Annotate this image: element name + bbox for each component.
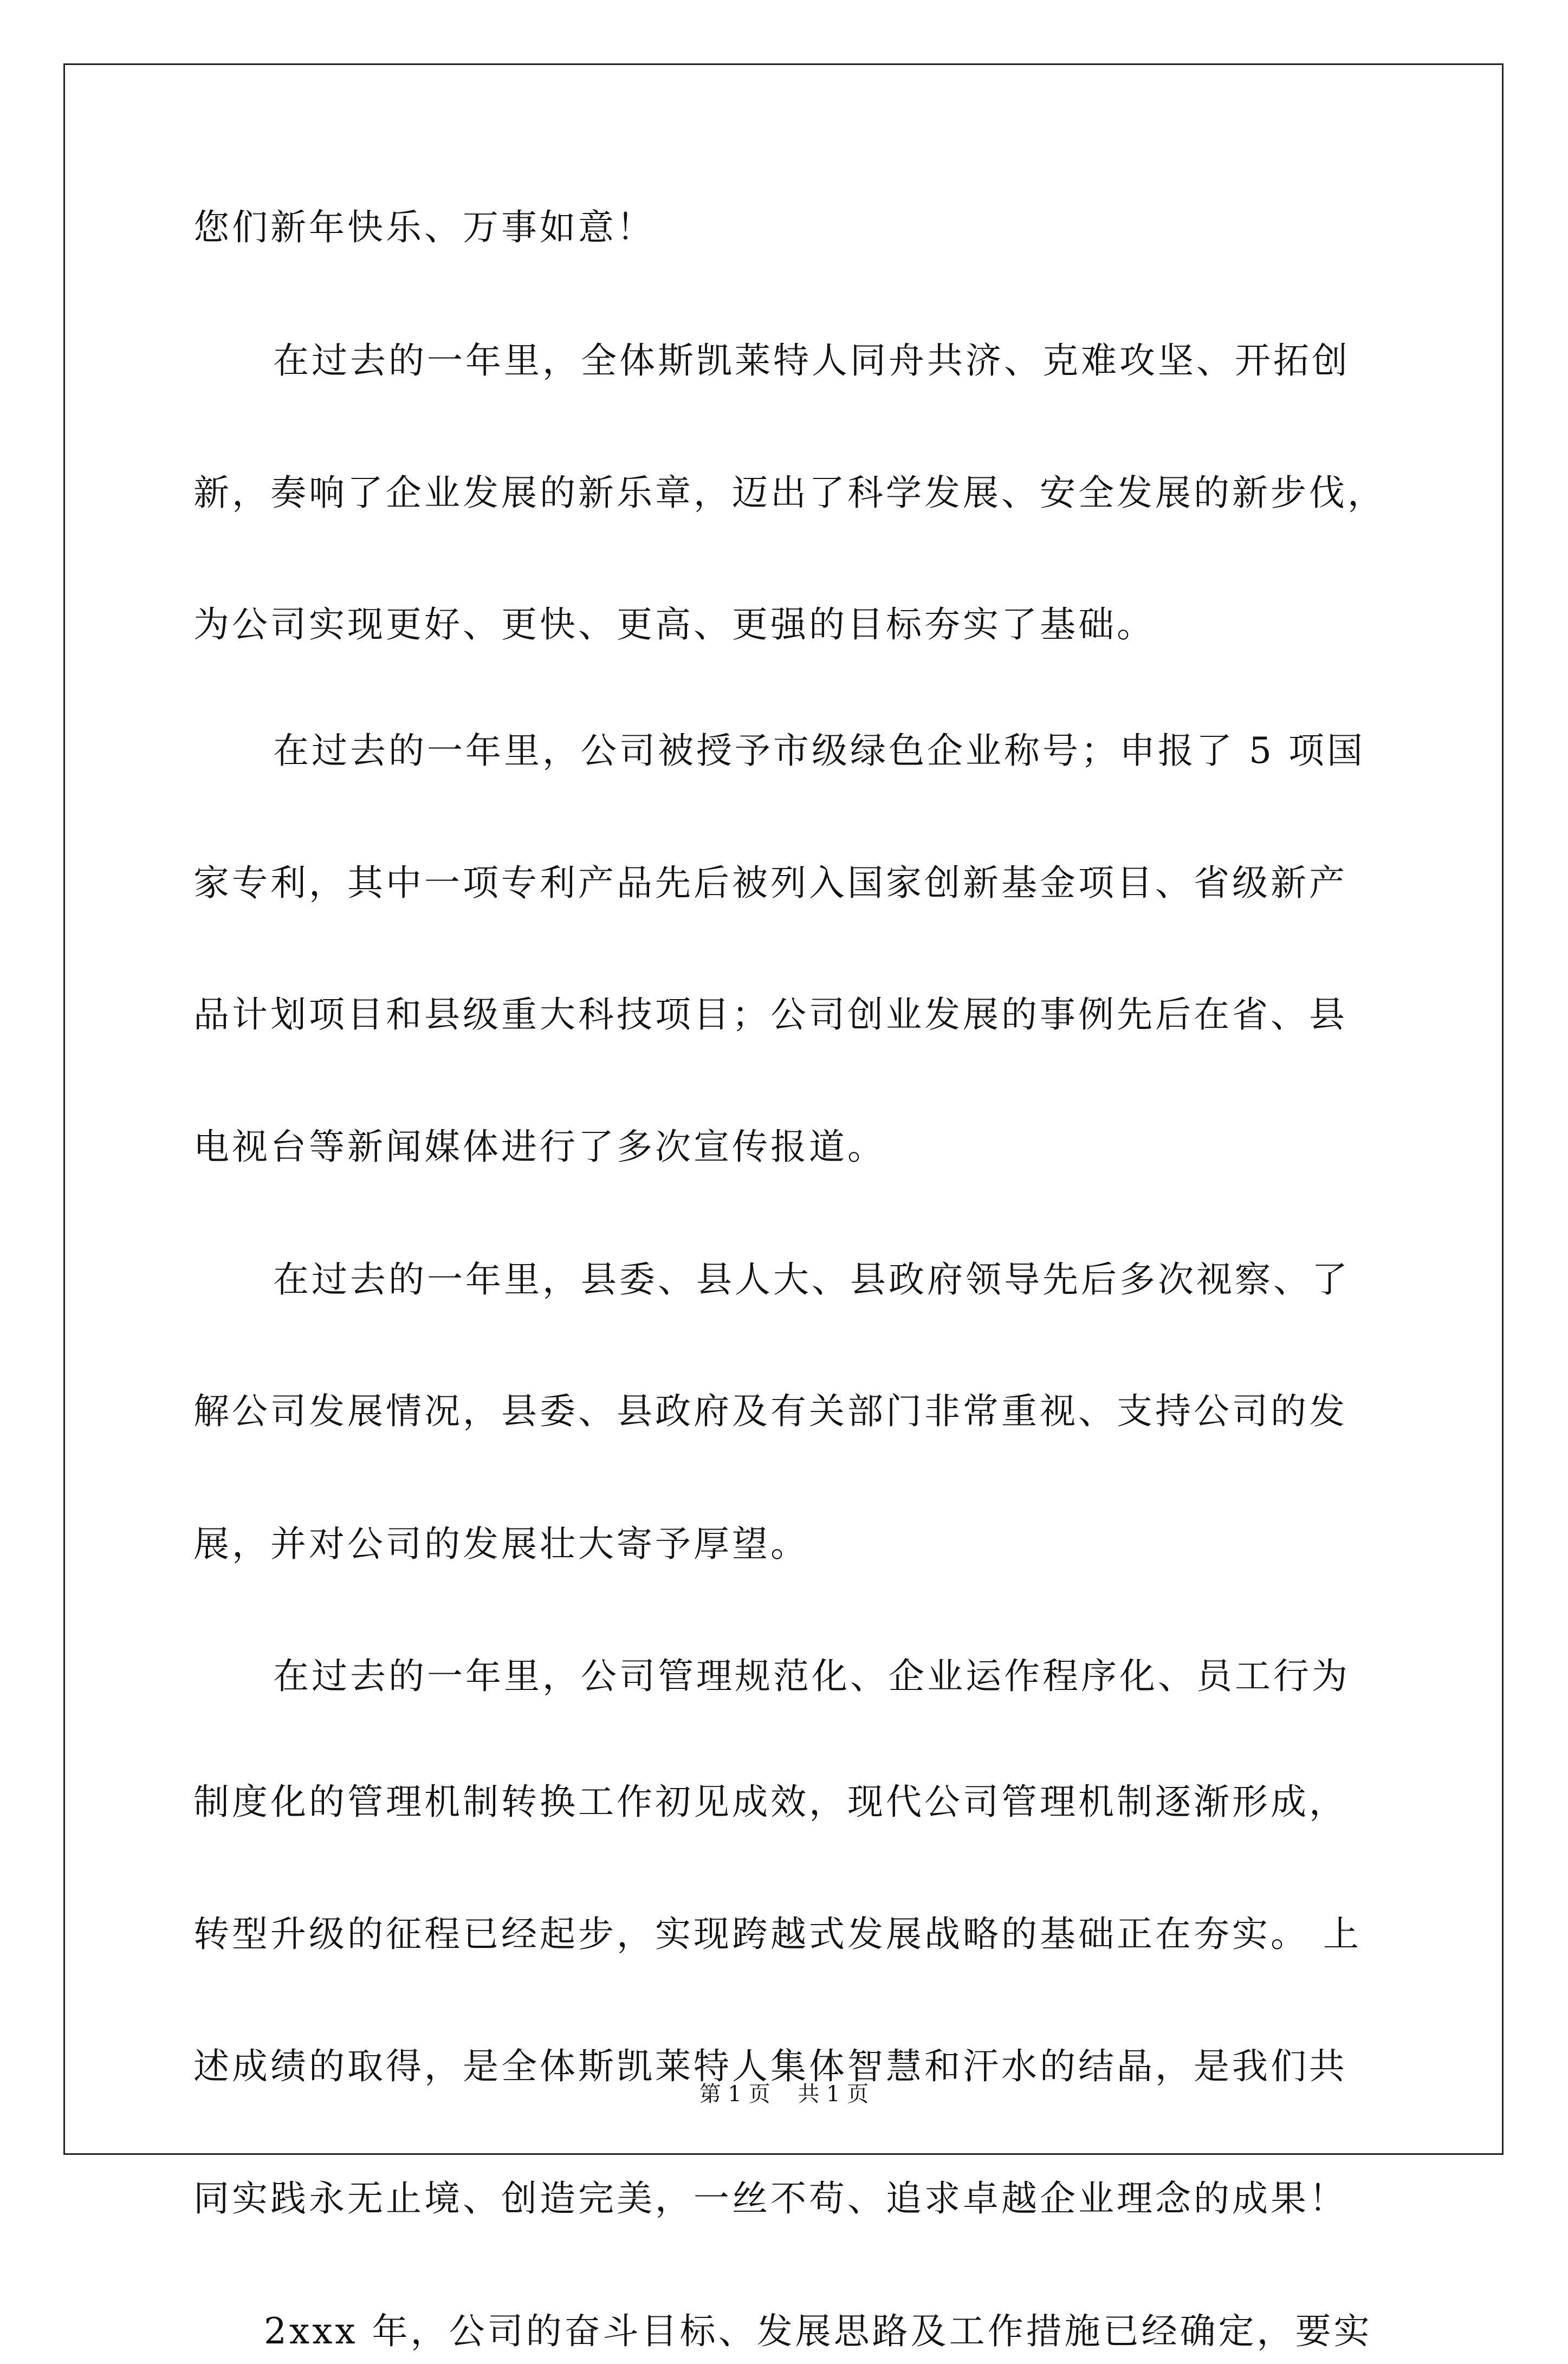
text-line: 新，奏响了企业发展的新乐章，迈出了科学发展、安全发展的新步伐， [193,472,1386,514]
text-line: 您们新年快乐、万事如意！ [193,206,655,248]
text-line: 在过去的一年里，全体斯凯莱特人同舟共济、克难攻坚、开拓创 [273,340,1350,381]
text-line: 在过去的一年里，公司管理规范化、企业运作程序化、员工行为 [273,1655,1350,1697]
text-line: 转型升级的征程已经起步，实现跨越式发展战略的基础正在夯实。 上 [193,1913,1362,1955]
page-number-footer: 第 1 页 共 1 页 [699,2082,869,2107]
text-line: 解公司发展情况，县委、县政府及有关部门非常重视、支持公司的发 [193,1390,1347,1432]
text-line: 在过去的一年里，公司被授予市级绿色企业称号；申报了 5 项国 [273,730,1365,772]
text-line: 为公司实现更好、更快、更高、更强的目标夯实了基础。 [193,604,1155,645]
text-line: 在过去的一年里，县委、县人大、县政府领导先后多次视察、了 [273,1259,1350,1300]
text-line: 述成绩的取得，是全体斯凯莱特人集体智慧和汗水的结晶，是我们共 [193,2045,1347,2087]
text-line: 电视台等新闻媒体进行了多次宣传报道。 [193,1126,886,1168]
text-line: 2xxx 年，公司的奋斗目标、发展思路及工作措施已经确定，要实 [264,2310,1372,2352]
text-line: 同实践永无止境、创造完美，一丝不苟、追求卓越企业理念的成果！ [193,2178,1347,2219]
text-line: 展，并对公司的发展壮大寄予厚望。 [193,1523,809,1565]
text-line: 家专利，其中一项专利产品先后被列入国家创新基金项目、省级新产 [193,862,1347,904]
text-line: 制度化的管理机制转换工作初见成效，现代公司管理机制逐渐形成， [193,1781,1347,1823]
text-line: 品计划项目和县级重大科技项目；公司创业发展的事例先后在省、县 [193,994,1347,1035]
